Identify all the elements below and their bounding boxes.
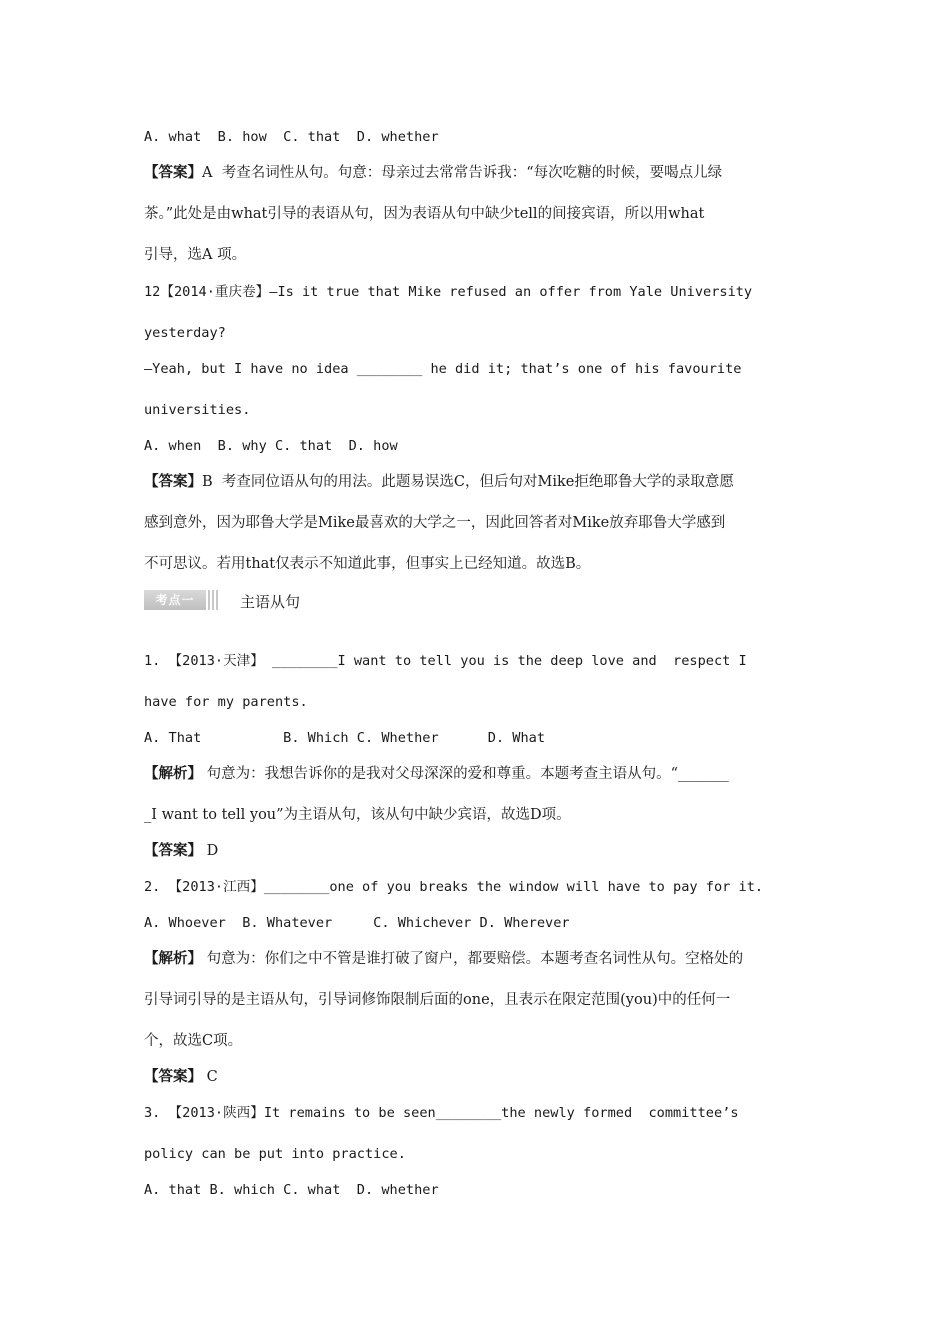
section-title: 主语从句 [240, 593, 301, 611]
text-line: 个，故选C项。 [144, 1033, 243, 1049]
options-line: A. when B. why C. that D. how [144, 438, 398, 454]
answer-tag: 【答案】 [144, 1068, 202, 1085]
question-line: have for my parents. [144, 694, 308, 710]
analysis-tag: 【解析】 [144, 950, 202, 967]
answer-line [144, 1067, 806, 1087]
question-line: yesterday? [144, 325, 226, 341]
section-divider-bars [208, 590, 218, 610]
question-line: 3. 【2013·陕西】It remains to be seen________the newly formed committee’s [144, 1105, 739, 1121]
answer-tag: 【答案】 [144, 842, 202, 859]
text-line: 感到意外，因为耶鲁大学是Mike最喜欢的大学之一，因此回答者对Mike放弃耶鲁大学感到 [144, 515, 726, 531]
analysis-text: 句意为：你们之中不管是谁打破了窗户，都要赔偿。本题考查名词性从句。空格处的 [202, 951, 744, 967]
question-line: —Yeah, but I have no idea ________ he did it; that’s one of his favourite [144, 361, 742, 377]
answer-line [144, 163, 806, 183]
answer-text: D [202, 843, 219, 859]
question-line: 12【2014·重庆卷】—Is it true that Mike refused an offer from Yale University [144, 284, 753, 300]
question-line: 2. 【2013·江西】________one of you breaks the window will have to pay for it. [144, 879, 764, 895]
answer-tag: 【答案】 [144, 473, 202, 490]
section-header [144, 590, 444, 612]
answer-line [144, 841, 806, 861]
question-line: 1. 【2013·天津】 ________I want to tell you is the deep love and respect I [144, 653, 747, 669]
options-line: A. what B. how C. that D. whether [144, 129, 439, 145]
options-line: A. That B. Which C. Whether D. What [144, 730, 546, 746]
text-line: 不可思议。若用that仅表示不知道此事，但事实上已经知道。故选B。 [144, 556, 591, 572]
answer-text: B 考查同位语从句的用法。此题易误选C，但后句对Mike拒绝耶鲁大学的录取意愿 [202, 474, 734, 490]
analysis-line [144, 764, 806, 784]
answer-tag: 【答案】 [144, 164, 202, 181]
options-line: A. Whoever B. Whatever C. Whichever D. Wherever [144, 915, 570, 931]
text-line: 茶。”此处是由what引导的表语从句，因为表语从句中缺少tell的间接宾语，所以用what [144, 206, 705, 222]
text-line: 引导词引导的是主语从句，引导词修饰限制后面的one，且表示在限定范围(you)中的任何一 [144, 992, 731, 1008]
question-line: universities. [144, 402, 251, 418]
answer-text: A 考查名词性从句。句意：母亲过去常常告诉我：“每次吃糖的时候，要喝点儿绿 [202, 165, 723, 181]
analysis-line [144, 949, 806, 969]
analysis-tag: 【解析】 [144, 765, 202, 782]
answer-line [144, 472, 806, 492]
answer-text: C [202, 1069, 218, 1085]
question-line: policy can be put into practice. [144, 1146, 406, 1162]
options-line: A. that B. which C. what D. whether [144, 1182, 439, 1198]
section-tag: 考点一 [144, 590, 206, 610]
analysis-text: 句意为：我想告诉你的是我对父母深深的爱和尊重。本题考查主语从句。“_______ [202, 766, 729, 782]
text-line: _I want to tell you”为主语从句，该从句中缺少宾语，故选D项。 [144, 807, 571, 823]
text-line: 引导，选A 项。 [144, 247, 247, 263]
